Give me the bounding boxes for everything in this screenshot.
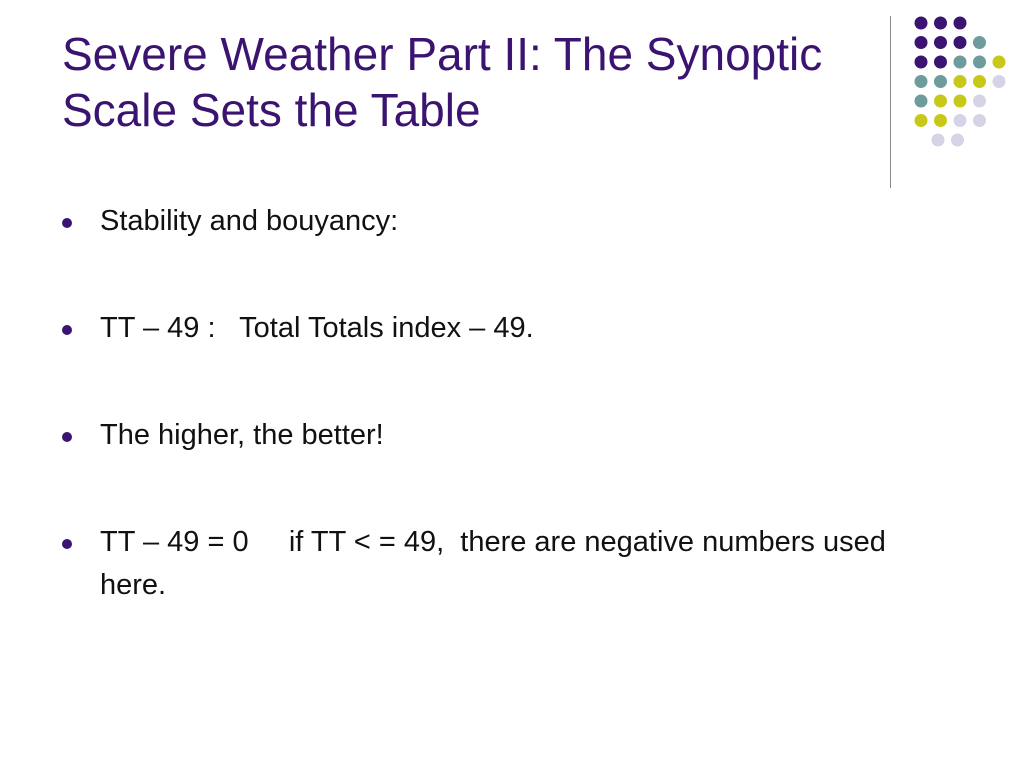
decor-dot: [973, 56, 986, 69]
decor-dot: [973, 114, 986, 127]
decor-dot: [915, 75, 928, 88]
bullet-item: [62, 414, 902, 457]
decor-dot: [915, 95, 928, 108]
bullet-text: TT – 49 = 0 if TT < = 49, there are negative numbers used here.: [100, 526, 894, 601]
decor-dot: [934, 75, 947, 88]
decor-dot: [934, 36, 947, 49]
bullet-list: [62, 200, 902, 671]
decor-dot: [954, 36, 967, 49]
decor-dot: [973, 75, 986, 88]
bullet-marker: [62, 432, 72, 442]
decor-dot: [954, 114, 967, 127]
slide-title: Severe Weather Part II: The Synoptic Scale Sets the Table: [62, 28, 823, 136]
decor-dot: [954, 17, 967, 30]
decor-dot: [915, 114, 928, 127]
decor-dot: [973, 36, 986, 49]
decor-dot: [973, 95, 986, 108]
decor-dot: [993, 56, 1006, 69]
decor-dot: [993, 75, 1006, 88]
decor-dot: [934, 114, 947, 127]
dot-grid-decoration: [905, 12, 1015, 172]
title-divider: [890, 16, 891, 188]
decor-dot: [915, 17, 928, 30]
decor-dot: [954, 75, 967, 88]
decor-dot: [954, 95, 967, 108]
bullet-marker: [62, 539, 72, 549]
bullet-text: TT – 49 : Total Totals index – 49.: [100, 312, 534, 344]
bullet-marker: [62, 325, 72, 335]
bullet-text: The higher, the better!: [100, 419, 384, 451]
decor-dot: [934, 56, 947, 69]
decor-dot: [954, 56, 967, 69]
decor-dot: [951, 134, 964, 147]
bullet-item: [62, 521, 902, 607]
bullet-item: [62, 200, 902, 243]
decor-dot: [934, 17, 947, 30]
decor-dot: [915, 56, 928, 69]
bullet-item: [62, 307, 902, 350]
decor-dot: [932, 134, 945, 147]
decor-dot: [915, 36, 928, 49]
decor-dot: [934, 95, 947, 108]
bullet-text: Stability and bouyancy:: [100, 205, 399, 237]
bullet-marker: [62, 218, 72, 228]
